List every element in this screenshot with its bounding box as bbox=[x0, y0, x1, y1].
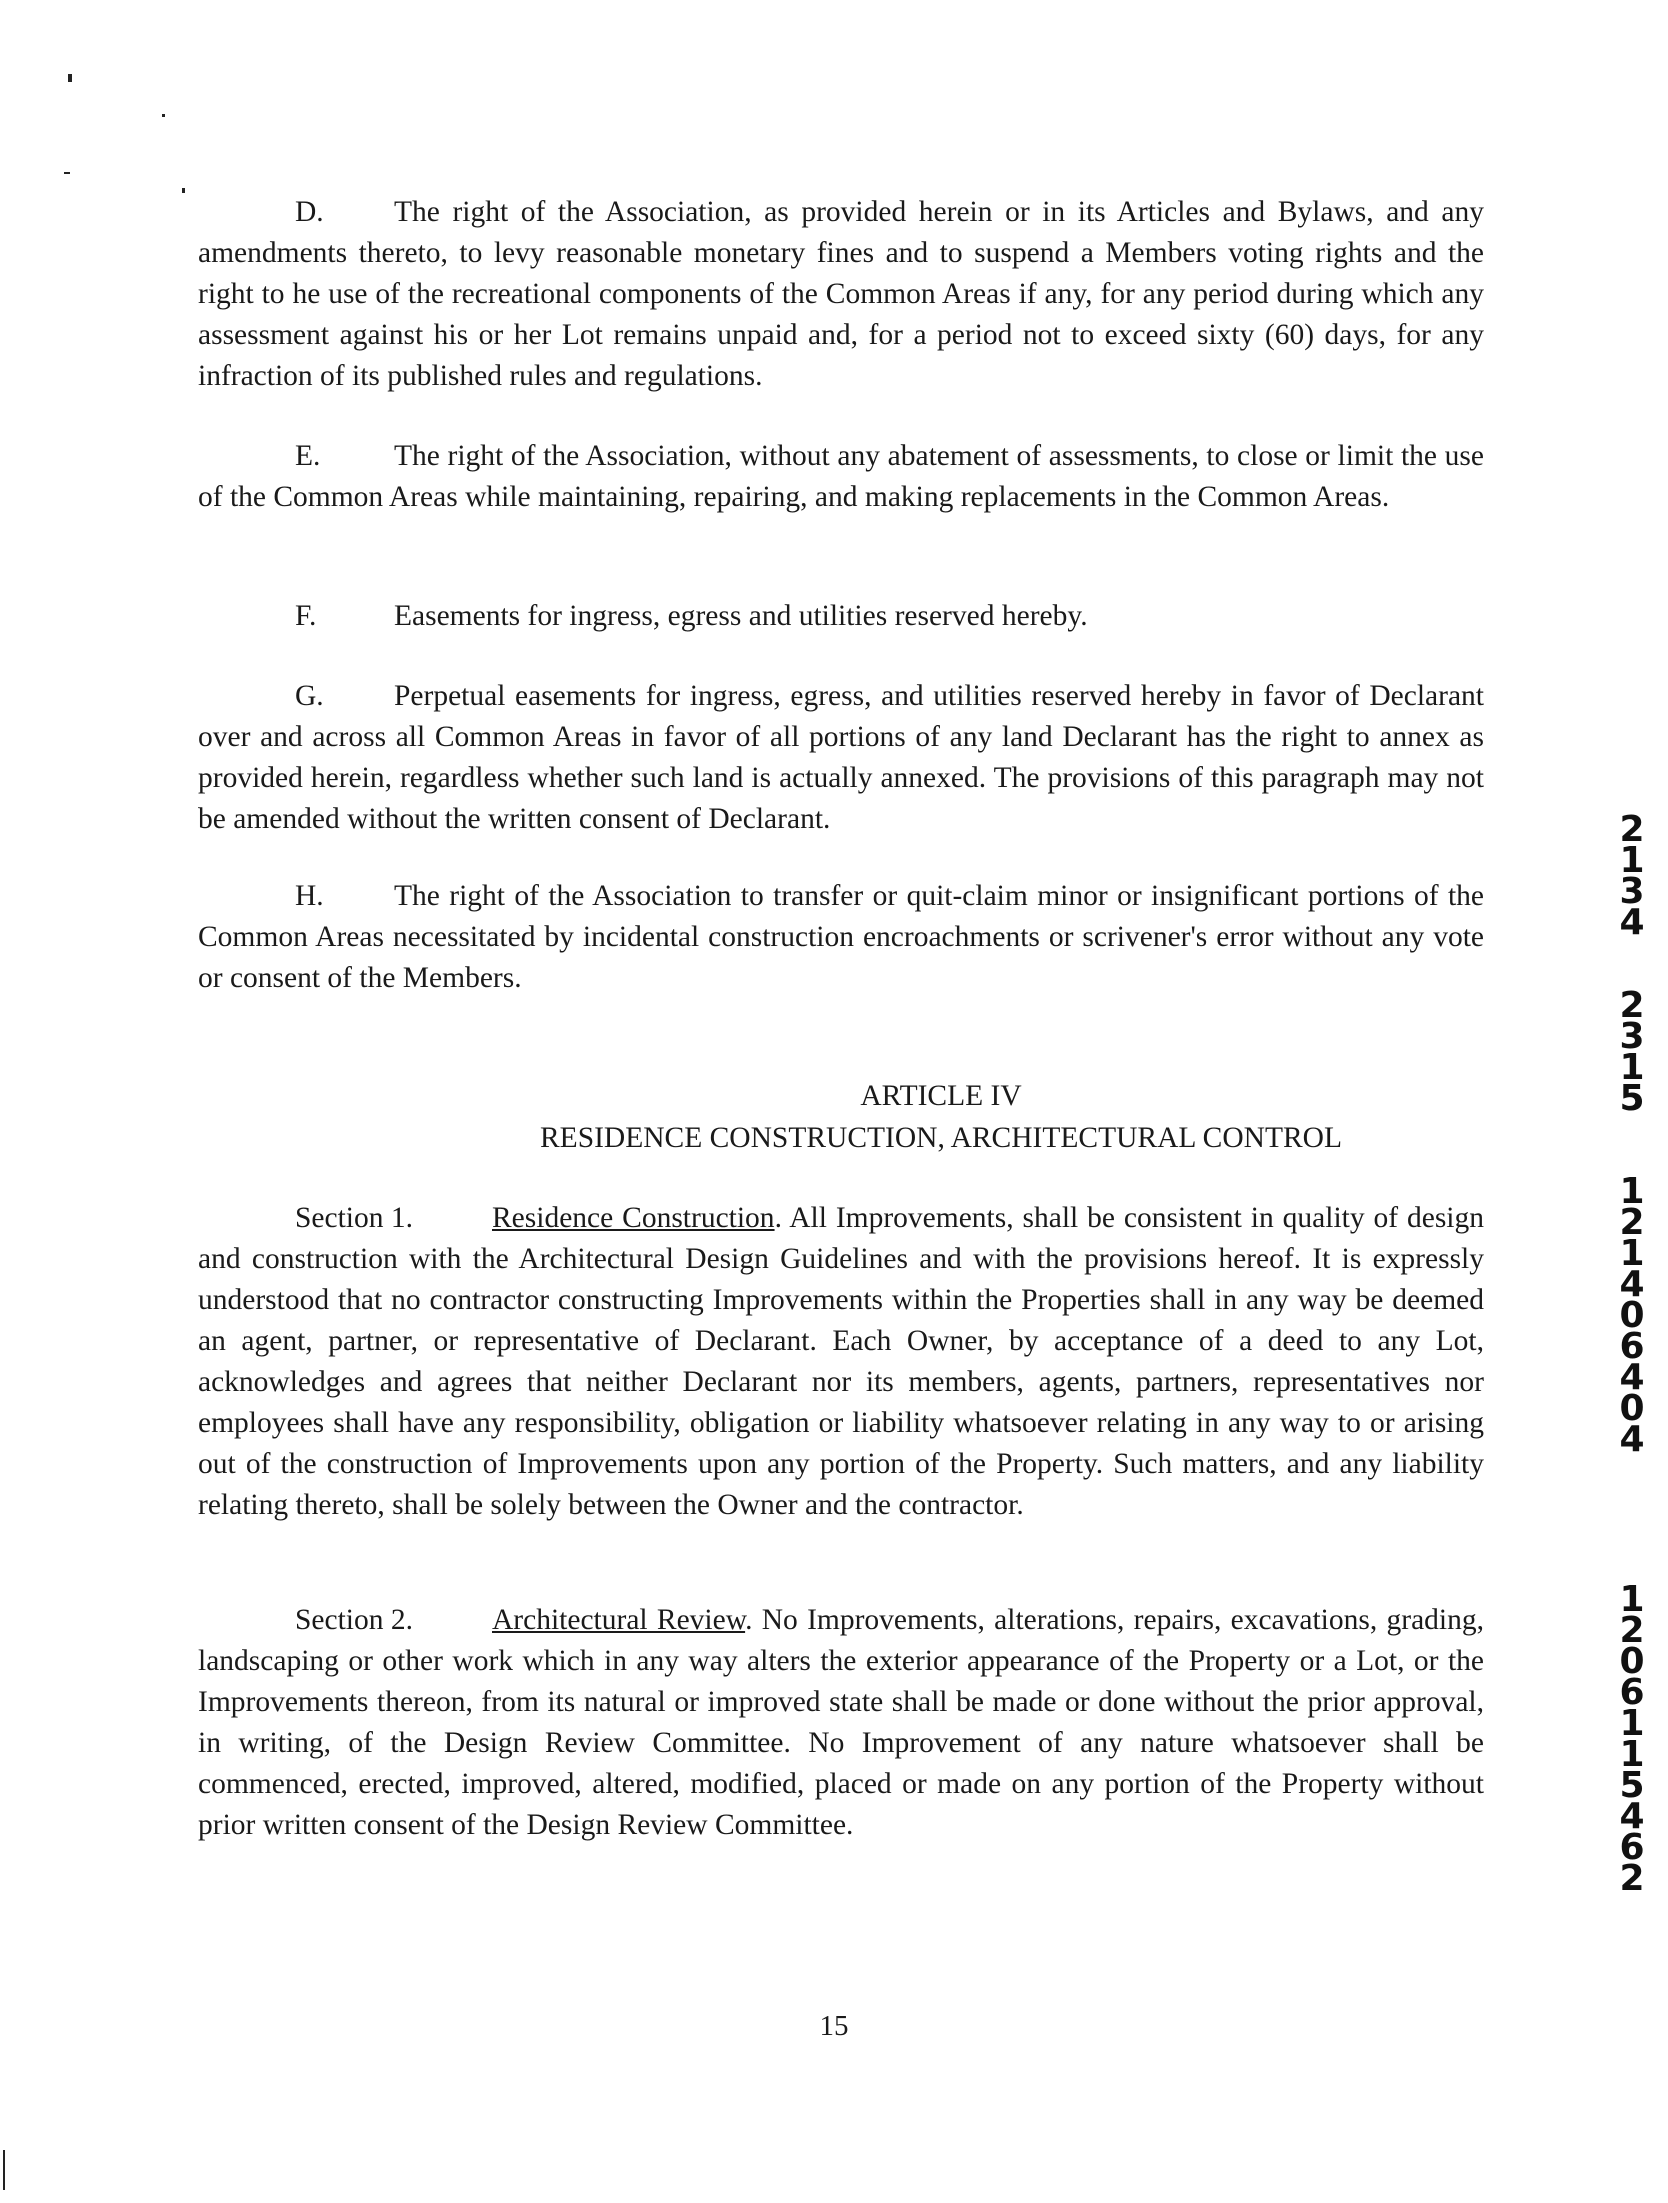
stamp-digit: 4 bbox=[1619, 902, 1645, 943]
stamp-digit: 6 bbox=[1619, 1326, 1645, 1367]
stamp-digit: 1 bbox=[1619, 1047, 1645, 1088]
stamp-digit: 0 bbox=[1619, 1295, 1645, 1336]
stamp-digit: 2 bbox=[1619, 809, 1645, 850]
paragraph-letter: G. bbox=[295, 680, 324, 712]
stamp-digit: 6 bbox=[1619, 1827, 1645, 1868]
stamp-digit: 4 bbox=[1619, 1796, 1645, 1837]
paragraph-text: Perpetual easements for ingress, egress, and utilities reserved hereby in favor of Declarant over and across all Common Areas in favor of all portions of any land Declarant has the right to annex as provided herein, regardless whether such land is actually annexed. The provisions of this paragraph may not be amended without the written consent of Declarant. bbox=[198, 680, 1484, 835]
scan-speck bbox=[68, 74, 72, 82]
stamp-digit: 1 bbox=[1619, 1579, 1645, 1620]
paragraph-letter: H. bbox=[295, 880, 324, 912]
paragraph-text: The right of the Association, as provided herein or in its Articles and Bylaws, and any amendments thereto, to levy reasonable monetary fines and to suspend a Members voting rights and the right to he use of the recreational components of the Common Areas if any, for any period during which any assessment against his or her Lot remains unpaid and, for a period not to exceed sixty (60) days, for any infraction of its published rules and regulations. bbox=[198, 196, 1484, 392]
stamp-digit: 1 bbox=[1619, 840, 1645, 881]
article-title: RESIDENCE CONSTRUCTION, ARCHITECTURAL CONTROL bbox=[540, 1122, 1342, 1154]
paragraph-letter: D. bbox=[295, 196, 324, 228]
scan-speck bbox=[162, 114, 165, 117]
stamp-digit: 3 bbox=[1619, 871, 1645, 912]
section-2 bbox=[198, 1600, 1484, 1846]
section-text: . No Improvements, alterations, repairs, excavations, grading, landscaping or other work which in any way alters the exterior appearance of the Property or a Lot, or the Improvements thereon, from its natural or improved state shall be made or done without the prior approval, in writing, of the Design Review Committee. No Improvement of any nature whatsoever shall be commenced, erected, improved, altered, modified, placed or made on any portion of the Property without prior written consent of the Design Review Committee. bbox=[198, 1604, 1484, 1841]
stamp-digit: 0 bbox=[1619, 1388, 1645, 1429]
stamp-digit: 1 bbox=[1619, 1233, 1645, 1274]
scan-speck bbox=[64, 172, 70, 174]
paragraph-e bbox=[198, 436, 1484, 518]
stamp-digit: 4 bbox=[1619, 1264, 1645, 1305]
section-1 bbox=[198, 1198, 1484, 1526]
paragraph-d bbox=[198, 192, 1484, 397]
stamp-digit: 6 bbox=[1619, 1672, 1645, 1713]
margin-stamp-group-3 bbox=[1610, 1171, 1654, 1460]
paragraph-f bbox=[198, 596, 1484, 637]
stamp-digit: 1 bbox=[1619, 1734, 1645, 1775]
paragraph-letter: F. bbox=[295, 600, 317, 632]
stamp-digit: 0 bbox=[1619, 1641, 1645, 1682]
section-title: Residence Construction bbox=[492, 1202, 775, 1234]
margin-stamp-group-1 bbox=[1610, 809, 1654, 943]
section-title: Architectural Review bbox=[492, 1604, 746, 1636]
paragraph-text: The right of the Association to transfer or quit-claim minor or insignificant portions of the Common Areas necessitated by incidental construction encroachments or scrivener's error without any vote or consent of the Members. bbox=[198, 880, 1484, 994]
section-label: Section 2. bbox=[295, 1604, 413, 1636]
scan-speck bbox=[182, 188, 185, 193]
margin-stamp-group-4 bbox=[1610, 1579, 1654, 1899]
paragraph-text: The right of the Association, without any abatement of assessments, to close or limit the use of the Common Areas while maintaining, repairing, and making replacements in the Common Areas. bbox=[198, 440, 1484, 513]
margin-stamp-group-2 bbox=[1610, 985, 1654, 1119]
page-number: 15 bbox=[819, 2010, 849, 2042]
stamp-digit: 1 bbox=[1619, 1703, 1645, 1744]
stamp-digit: 2 bbox=[1619, 1610, 1645, 1651]
paragraph-g bbox=[198, 676, 1484, 840]
stamp-digit: 4 bbox=[1619, 1419, 1645, 1460]
section-text: . All Improvements, shall be consistent in quality of design and construction with the Architectural Design Guidelines and with the provisions hereof. It is expressly understood that no contractor constructing Improvements within the Properties shall in any way be deemed an agent, partner, or representative of Declarant. Each Owner, by acceptance of a deed to any Lot, acknowledges and agrees that neither Declarant nor its members, agents, partners, representatives nor employees shall have any responsibility, obligation or liability whatsoever relating in any way to or arising out of the construction of Improvements upon any portion of the Property. Such matters, and any liability relating thereto, shall be solely between the Owner and the contractor. bbox=[198, 1202, 1484, 1521]
paragraph-h bbox=[198, 876, 1484, 999]
stamp-digit: 2 bbox=[1619, 1202, 1645, 1243]
scan-speck bbox=[3, 2150, 5, 2190]
paragraph-letter: E. bbox=[295, 440, 321, 472]
stamp-digit: 2 bbox=[1619, 985, 1645, 1026]
article-number: ARTICLE IV bbox=[860, 1080, 1022, 1112]
stamp-digit: 5 bbox=[1619, 1078, 1645, 1119]
stamp-digit: 2 bbox=[1619, 1858, 1645, 1899]
section-label: Section 1. bbox=[295, 1202, 413, 1234]
stamp-digit: 5 bbox=[1619, 1765, 1645, 1806]
stamp-digit: 3 bbox=[1619, 1016, 1645, 1057]
stamp-digit: 1 bbox=[1619, 1171, 1645, 1212]
paragraph-text: Easements for ingress, egress and utilities reserved hereby. bbox=[394, 600, 1088, 632]
stamp-digit: 4 bbox=[1619, 1357, 1645, 1398]
